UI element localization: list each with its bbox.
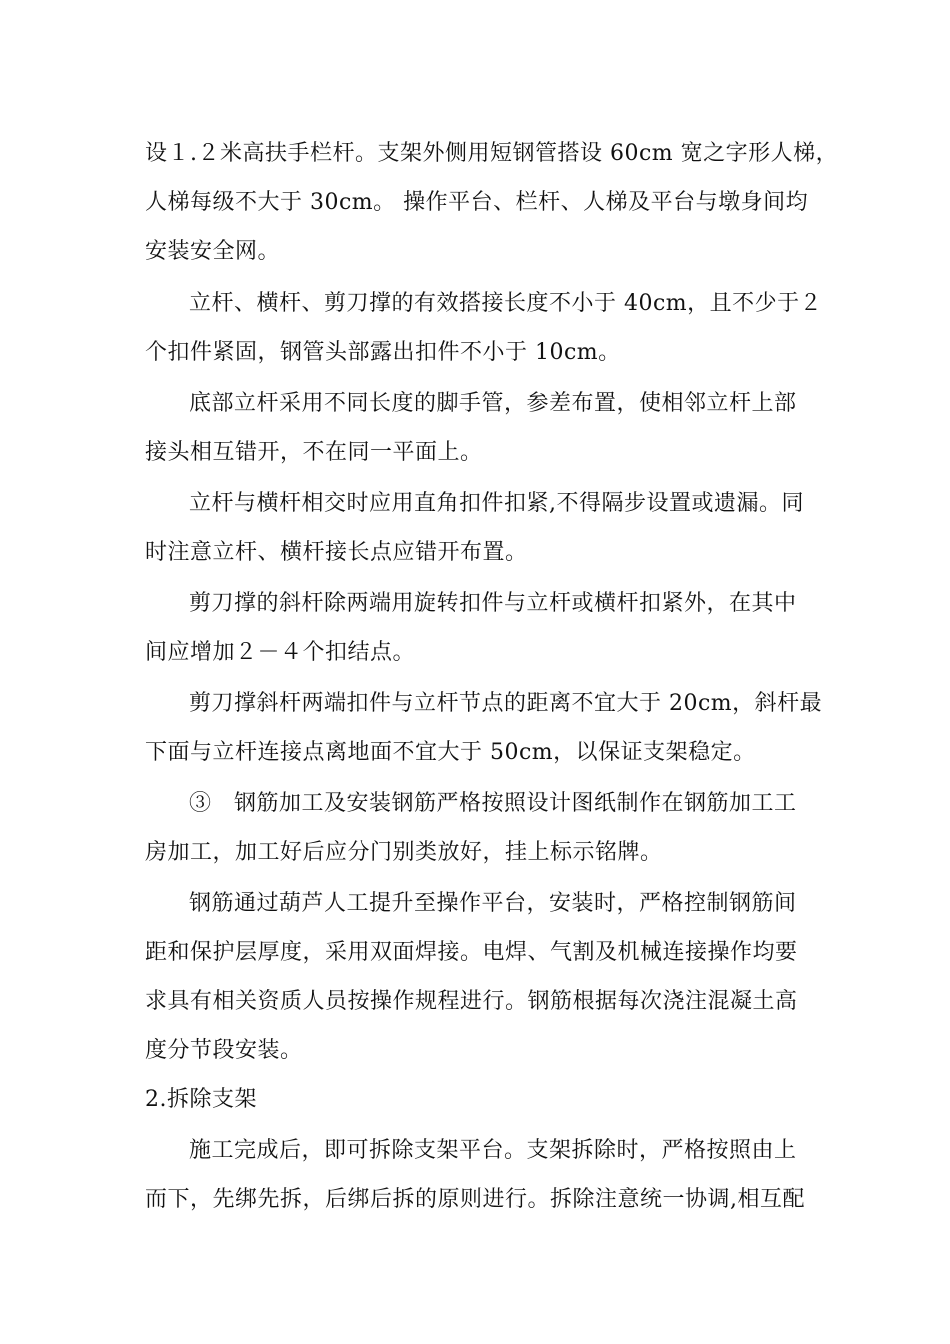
text-line: 设１.２米高扶手栏杆。支架外侧用短钢管搭设 60cm 宽之字形人梯， [145, 141, 839, 166]
text-line: 房加工，加工好后应分门别类放好，挂上标示铭牌。 [145, 840, 663, 865]
text-line: 度分节段安装。 [145, 1038, 303, 1063]
paragraph-first-line: 钢筋通过葫芦人工提升至操作平台，安装时，严格控制钢筋间 [189, 891, 797, 916]
text-line: 求具有相关资质人员按操作规程进行。钢筋根据每次浇注混凝土高 [145, 989, 798, 1014]
text-line: 安装安全网。 [145, 239, 281, 264]
text-line: 间应增加２－４个扣结点。 [145, 640, 416, 665]
section-heading: 2.拆除支架 [145, 1087, 257, 1112]
paragraph-first-line: 底部立杆采用不同长度的脚手管，参差布置，使相邻立杆上部 [189, 391, 797, 416]
text-line: 时注意立杆、横杆接长点应错开布置。 [145, 540, 528, 565]
text-line: 接头相互错开，不在同一平面上。 [145, 440, 483, 465]
section-heading-line: ③ 钢筋加工及安装钢筋严格按照设计图纸制作在钢筋加工工 [189, 791, 797, 816]
text-line: 而下，先绑先拆，后绑后拆的原则进行。拆除注意统一协调,相互配 [145, 1187, 805, 1212]
paragraph-first-line: 施工完成后，即可拆除支架平台。支架拆除时，严格按照由上 [189, 1138, 797, 1163]
paragraph-first-line: 剪刀撑斜杆两端扣件与立杆节点的距离不宜大于 20cm，斜杆最 [189, 691, 823, 716]
text-line: 距和保护层厚度，采用双面焊接。电焊、气割及机械连接操作均要 [145, 940, 798, 965]
paragraph-first-line: 立杆、横杆、剪刀撑的有效搭接长度不小于 40cm，且不少于２ [189, 291, 823, 316]
paragraph-first-line: 立杆与横杆相交时应用直角扣件扣紧,不得隔步设置或遗漏。同 [189, 491, 804, 516]
paragraph-first-line: 剪刀撑的斜杆除两端用旋转扣件与立杆或横杆扣紧外，在其中 [189, 591, 797, 616]
text-line: 个扣件紧固，钢管头部露出扣件不小于 10cm。 [145, 340, 621, 365]
text-line: 下面与立杆连接点离地面不宜大于 50cm，以保证支架稳定。 [145, 740, 756, 765]
text-line: 人梯每级不大于 30cm。 操作平台、栏杆、人梯及平台与墩身间均 [145, 190, 809, 215]
